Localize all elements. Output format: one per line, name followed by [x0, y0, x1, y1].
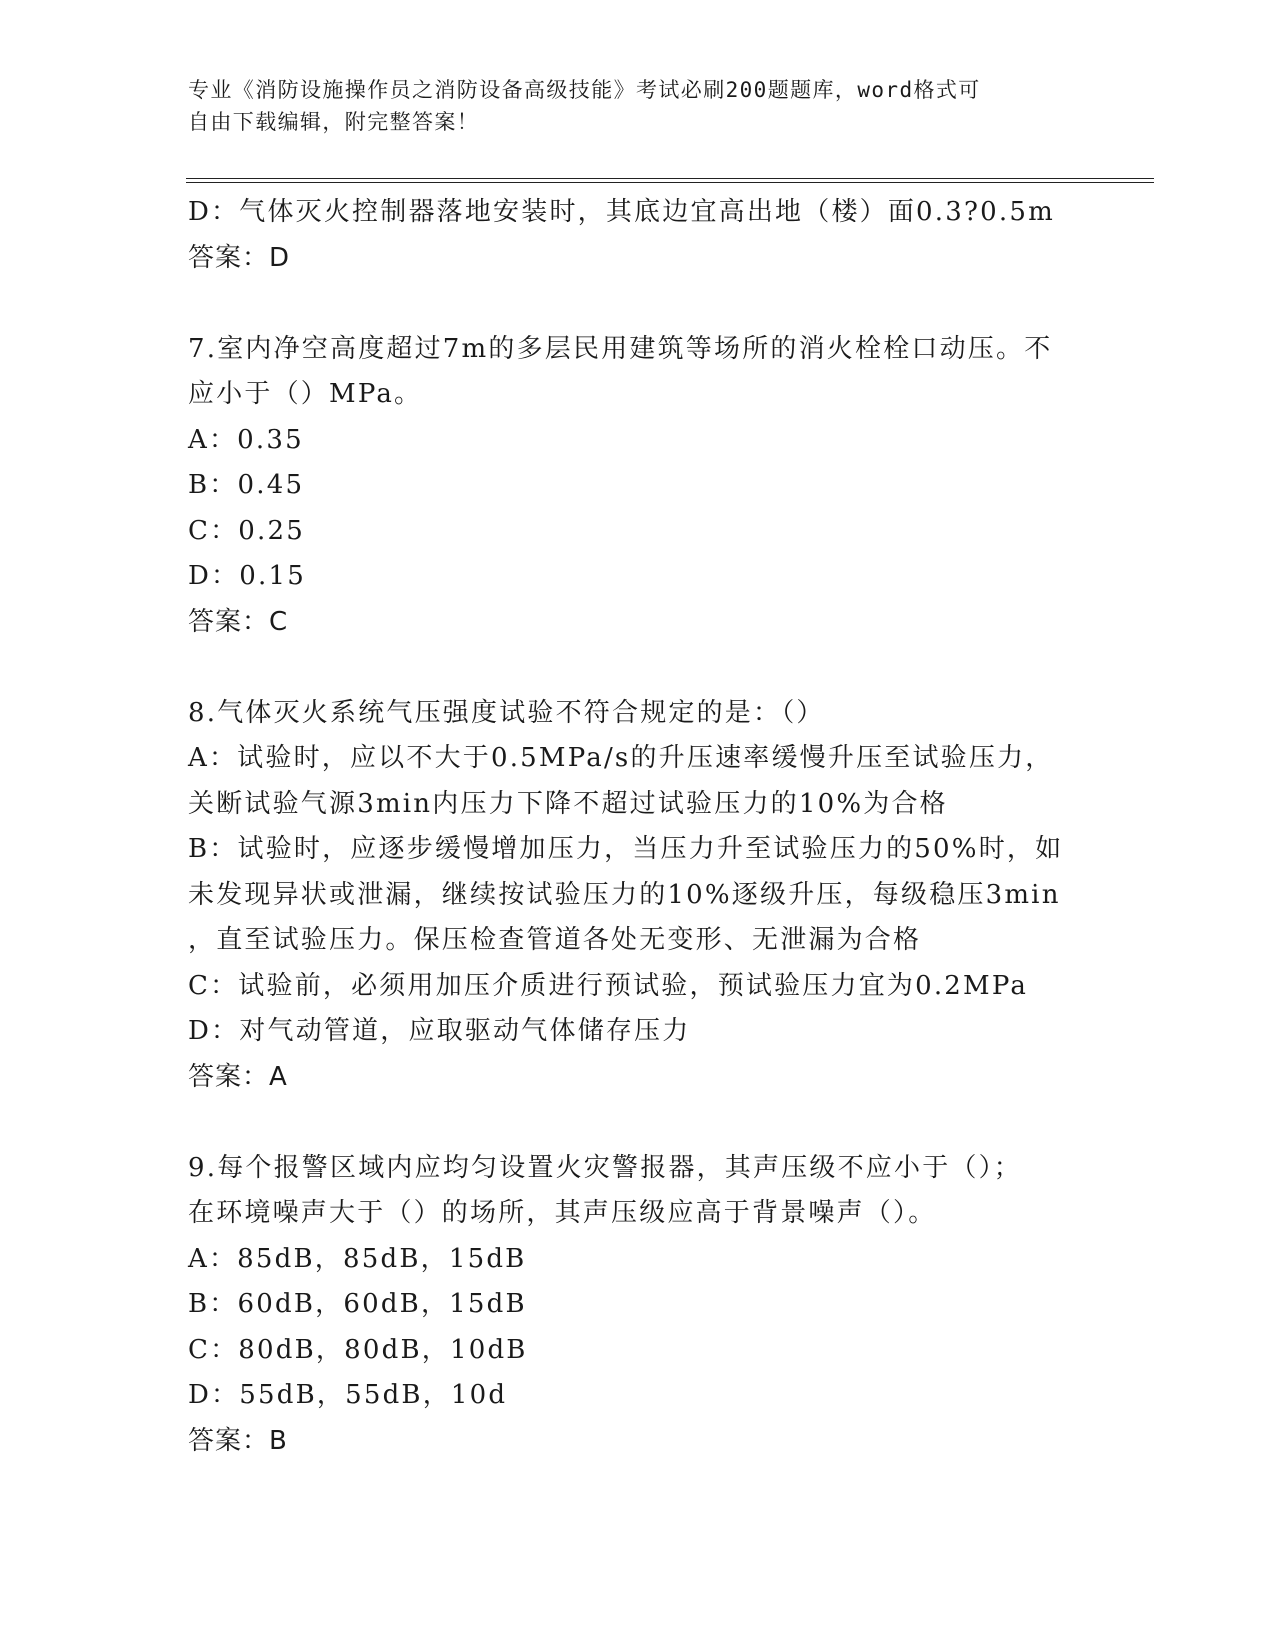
question-stem-line: 7.室内净空高度超过7m的多层民用建筑等场所的消火栓栓口动压。不 [188, 333, 1053, 364]
header-title-line-1: 专业《消防设施操作员之消防设备高级技能》考试必刷200题题库，word格式可 [188, 78, 981, 102]
answer-line: 答案：D [188, 242, 291, 273]
header-title-line-2: 自由下载编辑，附完整答案！ [188, 110, 480, 134]
answer-line: 答案：C [188, 606, 289, 637]
option-line: 未发现异状或泄漏，继续按试验压力的10%逐级升压，每级稳压3min [188, 879, 1061, 910]
answer-line: 答案：A [188, 1061, 288, 1092]
spacer [188, 1100, 1148, 1146]
document-body [188, 190, 1148, 1464]
option-line: ，直至试验压力。保压检查管道各处无变形、无泄漏为合格 [188, 925, 922, 955]
option-line: D：55dB，55dB，10d [188, 1380, 508, 1410]
option-line: C：80dB，80dB，10dB [188, 1334, 528, 1365]
answer-line: 答案：B [188, 1425, 288, 1456]
option-line: A：试验时，应以不大于0.5MPa/s的升压速率缓慢升压至试验压力， [188, 743, 1054, 773]
question-8 [188, 691, 1148, 1101]
question-6-tail [188, 190, 1148, 281]
option-line: C：试验前，必须用加压介质进行预试验，预试验压力宜为0.2MPa [188, 970, 1029, 1001]
option-line: 关断试验气源3min内压力下降不超过试验压力的10%为合格 [188, 788, 948, 819]
question-stem-line: 9.每个报警区域内应均匀设置火灾警报器，其声压级不应小于（）； [188, 1152, 1023, 1183]
spacer [188, 645, 1148, 691]
option-line: B：试验时，应逐步缓慢增加压力，当压力升至试验压力的50%时，如 [188, 834, 1064, 864]
header-divider-bottom [186, 182, 1154, 183]
option-line: C：0.25 [188, 515, 305, 546]
option-line: B：60dB，60dB，15dB [188, 1289, 527, 1319]
question-stem-line: 在环境噪声大于（）的场所，其声压级应高于背景噪声（）。 [188, 1198, 937, 1228]
question-9 [188, 1146, 1148, 1465]
question-7 [188, 327, 1148, 646]
question-stem-line: 8.气体灭火系统气压强度试验不符合规定的是：（） [188, 697, 825, 728]
option-line: D：对气动管道，应取驱动气体储存压力 [188, 1016, 691, 1046]
header-divider-top [186, 178, 1154, 179]
option-line: D：0.15 [188, 561, 306, 591]
page-header [188, 74, 1088, 138]
option-line: D：气体灭火控制器落地安装时，其底边宜高出地（楼）面0.3?0.5m [188, 197, 1055, 227]
option-line: A：0.35 [188, 424, 304, 455]
option-line: B：0.45 [188, 470, 305, 500]
question-stem-line: 应小于（）MPa。 [188, 379, 423, 409]
spacer [188, 281, 1148, 327]
option-line: A：85dB，85dB，15dB [188, 1243, 527, 1274]
